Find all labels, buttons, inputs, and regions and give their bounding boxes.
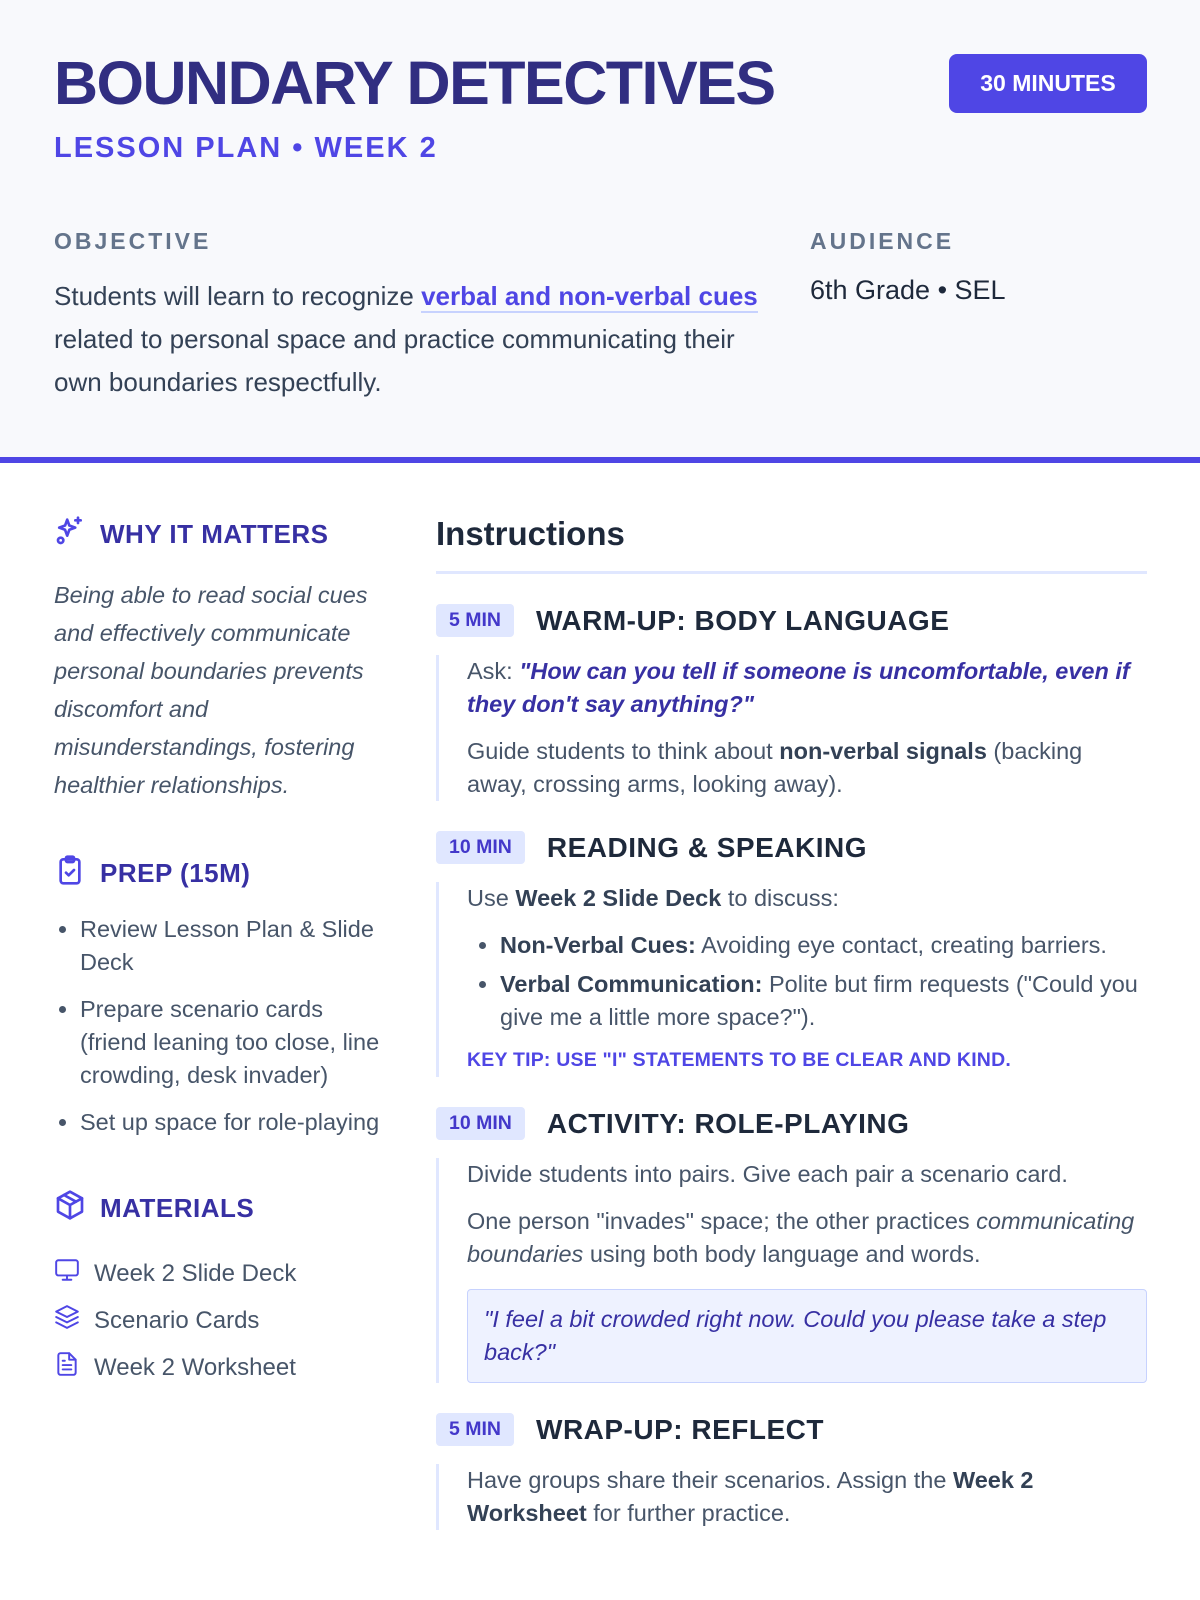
why-it-matters-text: Being able to read social cues and effectively communicate personal boundaries prevents discomfort and misunderstandings, fostering healthier relationships. xyxy=(54,582,368,798)
use-paragraph xyxy=(467,882,1147,915)
discussion-list xyxy=(467,929,1147,1034)
material-label: Week 2 Slide Deck xyxy=(94,1259,297,1287)
why-it-matters-heading xyxy=(54,515,384,554)
page-title: BOUNDARY DETECTIVES xyxy=(54,49,775,117)
step-title: READING & SPEAKING xyxy=(546,831,868,863)
step-title: WARM-UP: BODY LANGUAGE xyxy=(536,604,950,636)
material-label: Scenario Cards xyxy=(94,1306,260,1334)
key-tip: KEY TIP: USE "I" STATEMENTS TO BE CLEAR AND KIND. xyxy=(467,1049,1011,1071)
step-body xyxy=(436,1158,1147,1383)
step-body xyxy=(436,882,1147,1077)
discussion-item xyxy=(500,968,1147,1034)
objective-label: OBJECTIVE xyxy=(54,228,212,254)
activity-paragraph: Divide students into pairs. Give each pair a scenario card. xyxy=(467,1161,1068,1187)
step-header xyxy=(436,831,1147,864)
step-header xyxy=(436,1107,1147,1140)
ask-paragraph xyxy=(467,655,1147,721)
sparkles-icon xyxy=(54,515,86,554)
practice-paragraph xyxy=(467,1205,1147,1271)
audience-label: AUDIENCE xyxy=(810,228,955,254)
audience-section xyxy=(810,228,1006,306)
prep-section xyxy=(54,854,384,1139)
clipboard-check-icon xyxy=(54,854,86,893)
document-icon xyxy=(54,1351,80,1384)
step-body xyxy=(436,655,1147,801)
step-header xyxy=(436,604,1147,637)
time-chip: 10 MIN xyxy=(436,1107,525,1140)
instructions-title: Instructions xyxy=(436,515,1147,574)
material-label: Week 2 Worksheet xyxy=(94,1353,296,1381)
why-it-matters-title: WHY IT MATTERS xyxy=(100,519,329,549)
page-subtitle: LESSON PLAN • WEEK 2 xyxy=(54,132,438,164)
instructions-section xyxy=(436,515,1147,1530)
step-body xyxy=(436,1464,1147,1530)
material-item xyxy=(54,1297,384,1344)
sidebar xyxy=(54,515,384,1391)
objective-text-start: Students will learn to recognize xyxy=(54,281,422,311)
discussion-item xyxy=(500,929,1147,962)
practice-text-end: using both body language and words. xyxy=(583,1241,981,1267)
use-text-end: to discuss: xyxy=(721,885,839,911)
material-item xyxy=(54,1344,384,1391)
materials-section xyxy=(54,1189,384,1391)
wrap-up-text-start: Have groups share their scenarios. Assign the xyxy=(467,1467,953,1493)
time-chip: 5 MIN xyxy=(436,604,514,637)
duration-badge: 30 MINUTES xyxy=(949,54,1147,113)
practice-italic: communicating boundaries xyxy=(467,1208,1135,1267)
guide-paragraph xyxy=(467,735,1147,801)
prep-title: PREP (15M) xyxy=(100,858,251,888)
step-warm-up xyxy=(436,604,1147,801)
discussion-item-bold: Non-Verbal Cues: xyxy=(500,932,696,958)
guide-text-end: (backing away, crossing arms, looking away). xyxy=(467,738,1083,797)
discussion-item-text: Polite but firm requests ("Could you give me a little more space?"). xyxy=(500,971,1138,1030)
prep-heading xyxy=(54,854,384,893)
ask-quote: "How can you tell if someone is uncomfortable, even if they don't say anything?" xyxy=(467,658,1130,717)
layers-icon xyxy=(54,1304,80,1337)
package-icon xyxy=(54,1189,86,1228)
prep-item: • Set up space for role-playing xyxy=(80,1106,384,1139)
monitor-icon xyxy=(54,1257,80,1290)
discussion-item-bold: Verbal Communication: xyxy=(500,971,763,997)
use-text-start: Use xyxy=(467,885,516,911)
step-title: WRAP-UP: REFLECT xyxy=(536,1413,824,1445)
why-it-matters-section xyxy=(54,515,384,804)
materials-heading xyxy=(54,1189,384,1228)
use-bold: Week 2 Slide Deck xyxy=(515,885,722,911)
wrap-up-paragraph xyxy=(467,1464,1147,1530)
wrap-up-bold: Week 2 Worksheet xyxy=(467,1467,1034,1526)
ask-label: Ask: xyxy=(467,658,520,684)
materials-title: MATERIALS xyxy=(100,1193,255,1223)
step-role-playing xyxy=(436,1107,1147,1383)
step-wrap-up xyxy=(436,1413,1147,1530)
objective-section xyxy=(54,228,774,404)
materials-list xyxy=(54,1250,384,1391)
lesson-header xyxy=(0,0,1200,463)
practice-text-start: One person "invades" space; the other practices xyxy=(467,1208,977,1234)
objective-highlight: verbal and non-verbal cues xyxy=(421,281,758,311)
material-item xyxy=(54,1250,384,1297)
example-callout: "I feel a bit crowded right now. Could you please take a step back?" xyxy=(467,1289,1147,1383)
step-title: ACTIVITY: ROLE-PLAYING xyxy=(546,1107,910,1139)
prep-item: • Prepare scenario cards (friend leaning too close, line crowding, desk invader) xyxy=(80,993,384,1092)
guide-text-start: Guide students to think about xyxy=(467,738,780,764)
objective-text xyxy=(54,275,774,404)
discussion-item-text: Avoiding eye contact, creating barriers. xyxy=(695,932,1107,958)
prep-list xyxy=(54,913,384,1139)
audience-value: 6th Grade • SEL xyxy=(810,275,1006,305)
prep-item: • Review Lesson Plan & Slide Deck xyxy=(80,913,384,979)
time-chip: 10 MIN xyxy=(436,831,525,864)
guide-bold: non-verbal signals xyxy=(779,738,987,764)
time-chip: 5 MIN xyxy=(436,1413,514,1446)
step-reading-speaking xyxy=(436,831,1147,1077)
objective-text-end: related to personal space and practice communicating their own boundaries respectfully. xyxy=(54,324,735,397)
step-header xyxy=(436,1413,1147,1446)
wrap-up-text-end: for further practice. xyxy=(586,1500,791,1526)
